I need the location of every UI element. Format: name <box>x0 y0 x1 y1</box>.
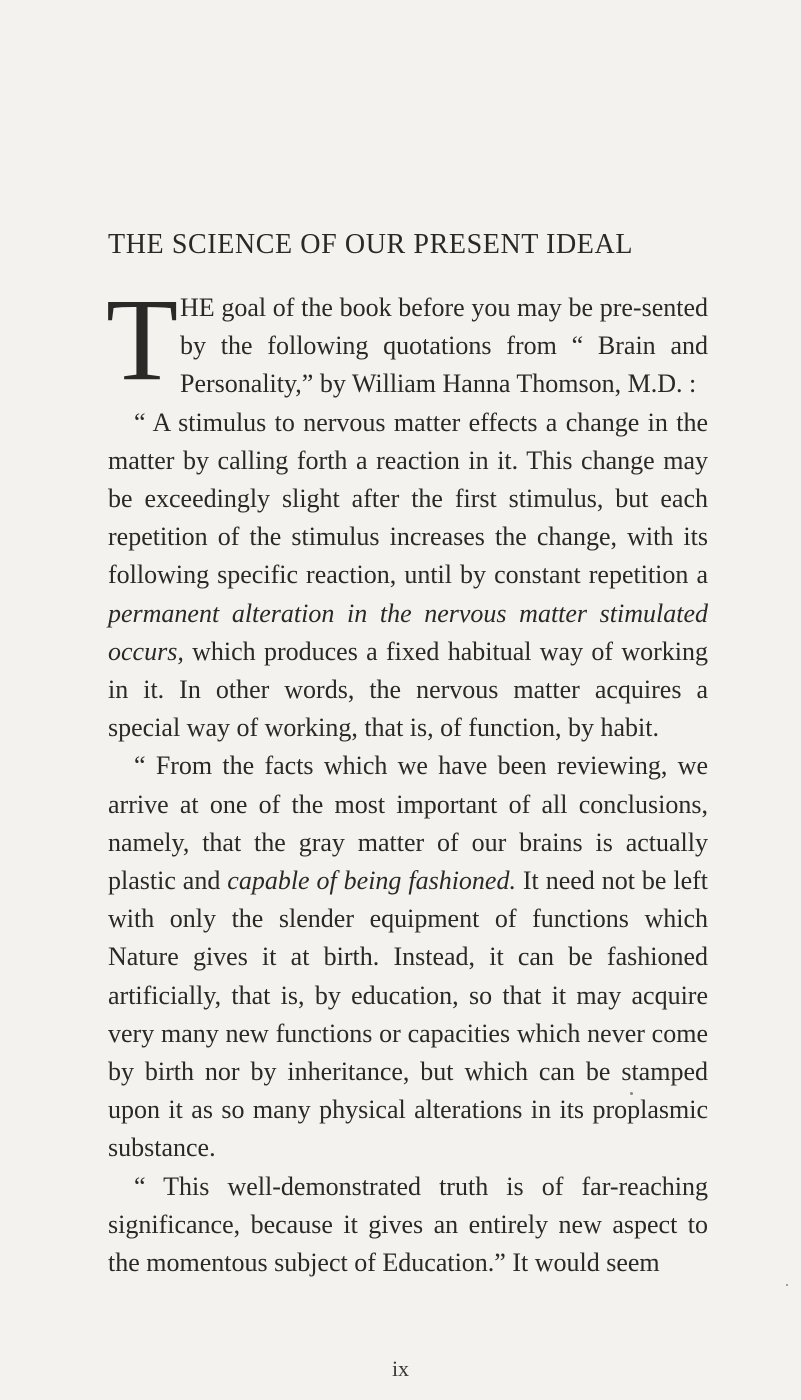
quote-1-emphasis: permanent alteration in the nervous matter stimulated occurs, <box>108 598 708 666</box>
quote-paragraph-2 <box>108 747 708 1167</box>
quote-paragraph-1 <box>108 404 708 748</box>
quote-1-text-b: which produces a fixed habitual way of working in it. In other words, the nervous matter acquires a special way of working, that is, of function, by habit. <box>108 636 708 743</box>
paper-speck <box>630 1092 633 1095</box>
quote-paragraph-3: “ This well-demonstrated truth is of far-reaching significance, because it gives an entirely new aspect to the momentous subject of Education.” It would seem <box>108 1171 708 1278</box>
body-text <box>106 274 708 1282</box>
page-number: ix <box>391 1356 410 1381</box>
opening-text: HE goal of the book before you may be pre-sented by the following quotations from “ Brain and Personality,” by William Hanna Thomson, M.D. : <box>180 293 708 399</box>
drop-cap: T <box>106 274 179 405</box>
opening-paragraph <box>106 274 708 405</box>
quote-2-emphasis: capable of being fashioned. <box>227 866 516 896</box>
quote-2-text-b: It need not be left with only the slender equipment of functions which Nature gives it at birth. Instead, it can be fashioned artificially, that is, by education, so that it may acquire very many new functions or capacities which never come by birth nor by inheritance, but which can be stamped upon it as so many physical alterations in its proplasmic substance. <box>108 866 708 1163</box>
paper-speck <box>786 1284 788 1286</box>
chapter-heading: THE SCIENCE OF OUR PRESENT IDEAL <box>108 229 634 260</box>
quote-1-text-a: “ A stimulus to nervous matter effects a change in the matter by calling forth a reaction in it. This change may be exceedingly slight after the first stimulus, but each repetition of the stimulus increases the change, with its following specific reaction, until by constant repetition a <box>108 407 708 590</box>
quote-2-text-a: “ From the facts which we have been reviewing, we arrive at one of the most important of all conclusions, namely, that the gray matter of our brains is actually plastic and <box>108 751 708 896</box>
